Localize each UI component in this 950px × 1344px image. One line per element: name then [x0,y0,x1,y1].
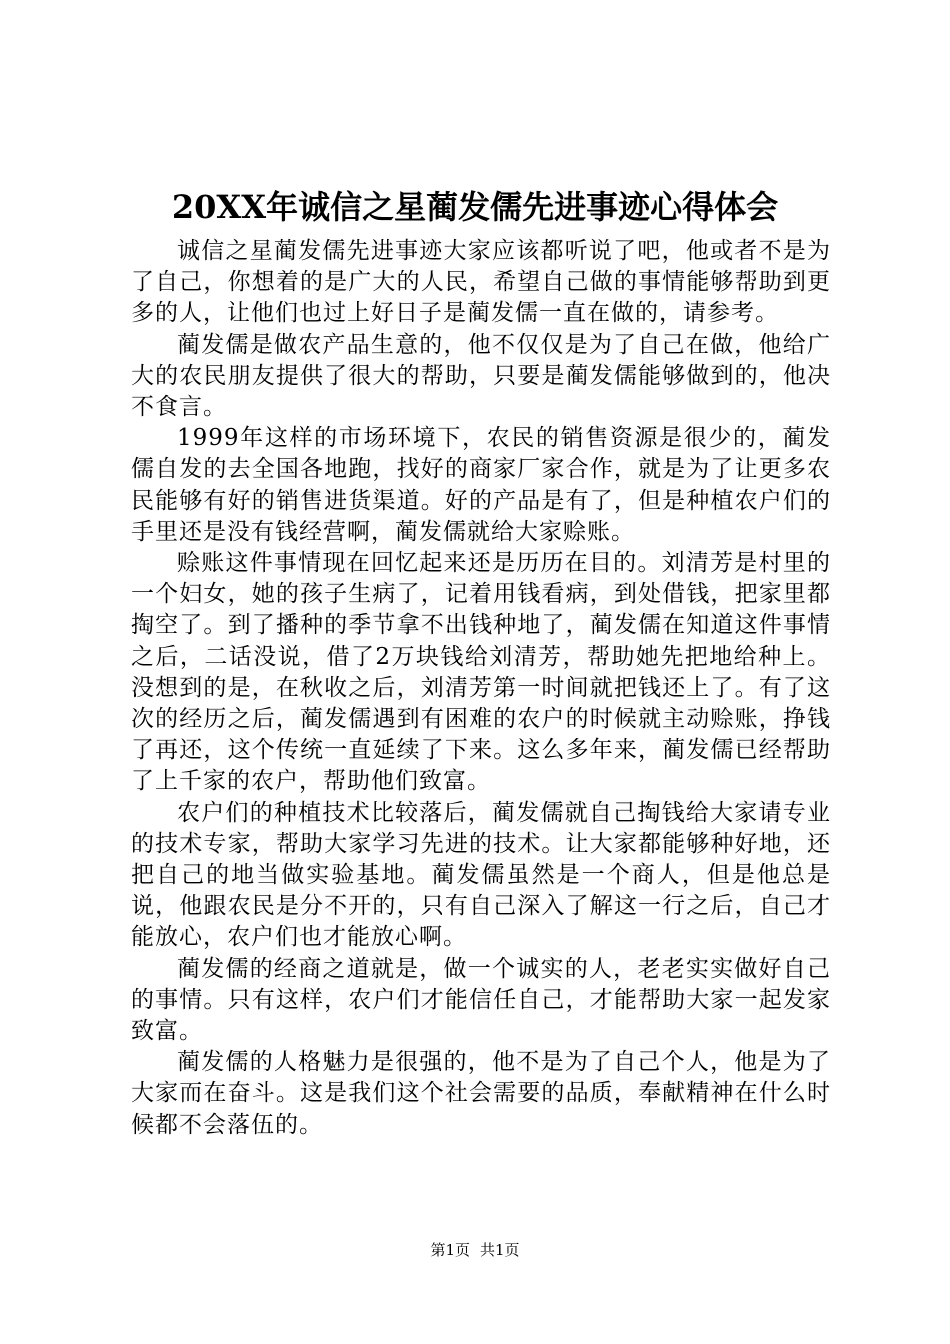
page-total: 共1页 [480,1241,520,1259]
paragraph-5: 农户们的种植技术比较落后，蔺发儒就自己掏钱给大家请专业的技术专家，帮助大家学习先进的技术。让大家都能够种好地，还把自己的地当做实验基地。蔺发儒虽然是一个商人，但是他总是说，他跟农民是分不开的，只有自己深入了解这一行之后，自己才能放心，农户们也才能放心啊。 [131,799,831,951]
document-body [131,236,831,1141]
page-footer [0,1240,950,1260]
page-number: 第1页 [430,1241,470,1259]
paragraph-6: 蔺发儒的经商之道就是，做一个诚实的人，老老实实做好自己的事情。只有这样，农户们才能信任自己，才能帮助大家一起发家致富。 [131,955,831,1045]
document-title: 20XX年诚信之星蔺发儒先进事迹心得体会 [171,188,779,226]
paragraph-3: 1999年这样的市场环境下，农民的销售资源是很少的，蔺发儒自发的去全国各地跑，找好的商家厂家合作，就是为了让更多农民能够有好的销售进货渠道。好的产品是有了，但是种植农户们的手里还是没有钱经营啊，蔺发儒就给大家赊账。 [131,425,831,545]
paragraph-2: 蔺发儒是做农产品生意的，他不仅仅是为了自己在做，他给广大的农民朋友提供了很大的帮助，只要是蔺发儒能够做到的，他决不食言。 [131,331,831,421]
paragraph-1: 诚信之星蔺发儒先进事迹大家应该都听说了吧，他或者不是为了自己，你想着的是广大的人民，希望自己做的事情能够帮助到更多的人，让他们也过上好日子是蔺发儒一直在做的，请参考。 [131,238,831,327]
paragraph-4: 赊账这件事情现在回忆起来还是历历在目的。刘清芳是村里的一个妇女，她的孩子生病了，记着用钱看病，到处借钱，把家里都掏空了。到了播种的季节拿不出钱种地了，蔺发儒在知道这件事情之后，二话没说，借了2万块钱给刘清芳，帮助她先把地给种上。没想到的是，在秋收之后，刘清芳第一时间就把钱还上了。有了这次的经历之后，蔺发儒遇到有困难的农户的时候就主动赊账，挣钱了再还，这个传统一直延续了下来。这么多年来，蔺发儒已经帮助了上千家的农户，帮助他们致富。 [131,550,831,795]
paragraph-7: 蔺发儒的人格魅力是很强的，他不是为了自己个人，他是为了大家而在奋斗。这是我们这个社会需要的品质，奉献精神在什么时候都不会落伍的。 [131,1049,831,1138]
